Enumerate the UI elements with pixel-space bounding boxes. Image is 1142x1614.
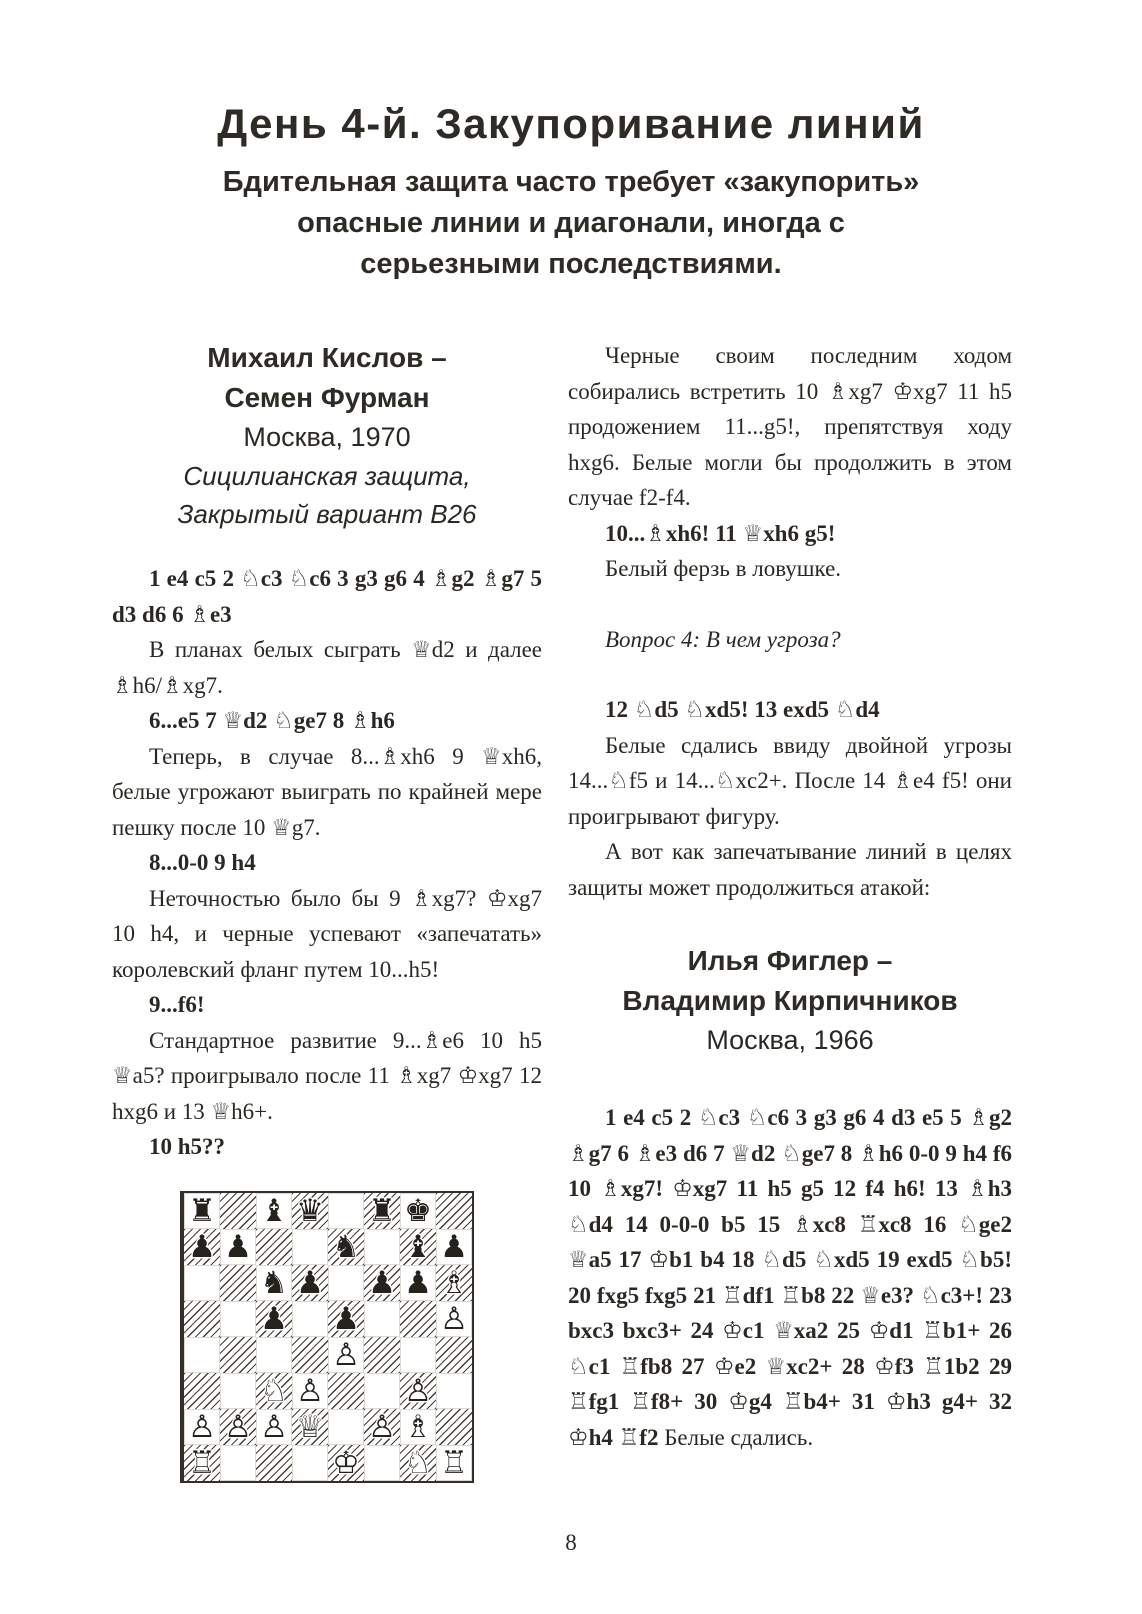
board-square xyxy=(220,1409,256,1445)
board-square xyxy=(256,1193,292,1229)
board-square xyxy=(184,1337,220,1373)
board-square xyxy=(256,1265,292,1301)
game1-moves-paragraph: 8...0-0 9 h4 xyxy=(149,850,256,875)
game2-result: Белые сдались. xyxy=(664,1424,814,1450)
game1-black-player: Семен Фурман xyxy=(224,382,430,413)
board-square xyxy=(328,1265,364,1301)
board-square xyxy=(184,1301,220,1337)
chess-piece: ♜ ♜ xyxy=(184,1193,220,1229)
chess-piece: ♚ ♔ xyxy=(328,1445,364,1481)
game1-opening: Сицилианская защита, xyxy=(183,461,471,491)
game1-note-paragraph: Белые сдались ввиду двойной угрозы 14...♘f5 и 14...♘xc2+. После 14 ♗e4 f5! они проигрывают фигуру. xyxy=(568,732,1012,829)
game1-venue: Москва, 1970 xyxy=(243,422,411,452)
chess-piece: ♟ ♟ xyxy=(364,1265,400,1301)
page-number: 8 xyxy=(565,1530,577,1555)
chess-piece: ♛ ♛ xyxy=(292,1193,328,1229)
game1-moves-paragraph: 12 ♘d5 ♘xd5! 13 exd5 ♘d4 xyxy=(605,697,880,722)
board-square xyxy=(328,1229,364,1265)
board-square xyxy=(184,1409,220,1445)
board-square xyxy=(436,1409,472,1445)
chess-piece: ♟ ♟ xyxy=(184,1229,220,1265)
board-square xyxy=(400,1301,436,1337)
chess-piece: ♝ ♝ xyxy=(256,1193,292,1229)
board-square xyxy=(436,1229,472,1265)
two-column-layout xyxy=(112,338,1012,1483)
board-square xyxy=(256,1301,292,1337)
chess-piece: ♝ ♗ xyxy=(436,1265,472,1301)
board-square xyxy=(328,1301,364,1337)
board-square xyxy=(328,1193,364,1229)
chess-piece: ♞ ♘ xyxy=(400,1445,436,1481)
game2-moves-paragraph xyxy=(568,1100,1012,1455)
chapter-title: День 4-й. Закупоривание линий xyxy=(217,100,925,147)
game1-moves-paragraph: 10 h5?? xyxy=(149,1134,226,1159)
game2-black-player: Владимир Кирпичников xyxy=(622,985,958,1016)
game1-opening-variation: Закрытый вариант B26 xyxy=(177,499,477,529)
board-square xyxy=(436,1337,472,1373)
board-square xyxy=(256,1409,292,1445)
right-column xyxy=(568,338,1012,1483)
game1-header xyxy=(112,338,542,533)
chess-piece: ♟ ♙ xyxy=(220,1409,256,1445)
board-square xyxy=(364,1229,400,1265)
board-square xyxy=(364,1265,400,1301)
board-square xyxy=(220,1445,256,1481)
game1-note-paragraph: Белый ферзь в ловушке. xyxy=(605,556,842,581)
board-square xyxy=(220,1193,256,1229)
board-square xyxy=(292,1265,328,1301)
chess-piece: ♟ ♙ xyxy=(436,1301,472,1337)
board-square xyxy=(364,1445,400,1481)
chess-piece: ♟ ♙ xyxy=(328,1337,364,1373)
board-square xyxy=(436,1373,472,1409)
game2-moves: 1 e4 c5 2 ♘c3 ♘c6 3 g3 g6 4 d3 e5 5 ♗g2 ♗g7 6 ♗e3 d6 7 ♕d2 ♘ge7 8 ♗h6 0-0 9 h4 f6 10 ♗xg7! ♔xg7 11 h5 g5 12 f4 h6! 13 ♗h3 ♘d4 14 0-0-0 b5 15 ♗xc8 ♖xc8 16 ♘ge2 ♕a5 17 ♔b1 b4 18 ♘d5 ♘xd5 19 exd5 ♘b5! 20 fxg5 fxg5 21 ♖df1 ♖b8 22 ♕e3? ♘c3+! 23 bxc3 bxc3+ 24 ♔c1 ♕xa2 25 ♔d1 ♖b1+ 26 ♘c1 ♖fb8 27 ♔e2 ♕xc2+ 28 ♔f3 ♖1b2 29 ♖fg1 ♖f8+ 30 ♔g4 ♖b4+ 31 ♔h3 g4+ 32 ♔h4 ♖f2 xyxy=(568,1105,1012,1450)
chess-piece: ♟ ♟ xyxy=(400,1265,436,1301)
chapter-subtitle-line: серьезными последствиями. xyxy=(360,248,782,280)
chess-piece: ♟ ♟ xyxy=(256,1301,292,1337)
board-square xyxy=(220,1229,256,1265)
chess-piece: ♟ ♙ xyxy=(292,1373,328,1409)
board-square xyxy=(400,1193,436,1229)
game1-note-paragraph: Теперь, в случае 8...♗xh6 9 ♕xh6, белые угрожают выиграть по крайней мере пешку после 10 ♕g7. xyxy=(112,743,542,840)
game2-venue: Москва, 1966 xyxy=(706,1025,874,1055)
board-square xyxy=(328,1409,364,1445)
board-square xyxy=(436,1301,472,1337)
game1-note-paragraph: Неточностью было бы 9 ♗xg7? ♔xg7 10 h4, и черные успевают «запечатать» королевский фланг путем 10...h5! xyxy=(112,885,542,982)
board-square xyxy=(364,1409,400,1445)
chess-piece: ♟ ♙ xyxy=(400,1373,436,1409)
board-square xyxy=(184,1229,220,1265)
board-square xyxy=(256,1373,292,1409)
game1-note-paragraph: Черные своим последним ходом собирались встретить 10 ♗xg7 ♔xg7 11 h5 продожением 11...g5!, препятствуя ходу hxg6. Белые могли бы продолжить в этом случае f2-f4. xyxy=(568,343,1012,510)
board-square xyxy=(184,1445,220,1481)
chess-piece: ♛ ♕ xyxy=(292,1409,328,1445)
chess-piece: ♟ ♙ xyxy=(256,1409,292,1445)
chapter-subtitle xyxy=(111,162,1031,285)
board-square xyxy=(328,1373,364,1409)
game1-note-paragraph: Стандартное развитие 9...♗e6 10 h5 ♕a5? проигрывало после 11 ♗xg7 ♔xg7 12 hxg6 и 13 ♕h6+. xyxy=(112,1027,542,1124)
board-square xyxy=(184,1193,220,1229)
board-square xyxy=(364,1373,400,1409)
chess-piece: ♞ ♘ xyxy=(256,1373,292,1409)
game1-note-paragraph: В планах белых сыграть ♕d2 и далее ♗h6/♗xg7. xyxy=(112,637,542,698)
board-square xyxy=(436,1265,472,1301)
game1-moves-paragraph: 10...♗xh6! 11 ♕xh6 g5! xyxy=(605,520,836,546)
game1-moves-paragraph: 1 e4 c5 2 ♘c3 ♘c6 3 g3 g6 4 ♗g2 ♗g7 5 d3 d6 6 ♗e3 xyxy=(112,566,542,627)
board-square xyxy=(400,1445,436,1481)
chess-piece: ♟ ♙ xyxy=(184,1409,220,1445)
board-square xyxy=(364,1301,400,1337)
board-square xyxy=(400,1229,436,1265)
chess-piece: ♞ ♞ xyxy=(256,1265,292,1301)
board-square xyxy=(292,1301,328,1337)
question-paragraph: Вопрос 4: В чем угроза? xyxy=(605,626,841,652)
board-square xyxy=(364,1193,400,1229)
chess-piece: ♜ ♖ xyxy=(436,1445,472,1481)
chess-piece: ♚ ♚ xyxy=(400,1193,436,1229)
board-square xyxy=(328,1445,364,1481)
board-square xyxy=(292,1445,328,1481)
board-square xyxy=(292,1373,328,1409)
board-square xyxy=(400,1373,436,1409)
chess-piece: ♝ ♝ xyxy=(400,1229,436,1265)
board-square xyxy=(256,1229,292,1265)
board-square xyxy=(436,1193,472,1229)
left-column xyxy=(112,338,542,1483)
chess-piece: ♟ ♟ xyxy=(220,1229,256,1265)
board-square xyxy=(400,1337,436,1373)
chess-piece: ♟ ♟ xyxy=(436,1229,472,1265)
board-square xyxy=(256,1445,292,1481)
board-square xyxy=(400,1409,436,1445)
chess-piece: ♞ ♞ xyxy=(328,1229,364,1265)
board-square xyxy=(220,1301,256,1337)
game2-header xyxy=(568,941,1012,1060)
board-square xyxy=(436,1445,472,1481)
game1-white-player: Михаил Кислов – xyxy=(207,342,447,373)
chapter-subtitle-line: опасные линии и диагонали, иногда с xyxy=(297,207,845,239)
chess-piece: ♟ ♟ xyxy=(328,1301,364,1337)
board-square xyxy=(184,1265,220,1301)
board-square xyxy=(292,1193,328,1229)
chess-piece: ♜ ♖ xyxy=(184,1445,220,1481)
board-square xyxy=(292,1229,328,1265)
chapter-subtitle-line: Бдительная защита часто требует «закупорить» xyxy=(222,166,920,198)
board-square xyxy=(256,1337,292,1373)
chess-diagram xyxy=(180,1191,474,1483)
board-square xyxy=(292,1337,328,1373)
chess-piece: ♝ ♗ xyxy=(400,1409,436,1445)
board-square xyxy=(400,1265,436,1301)
chess-piece: ♟ ♟ xyxy=(292,1265,328,1301)
board-square xyxy=(328,1337,364,1373)
chess-piece: ♟ ♙ xyxy=(364,1409,400,1445)
board-square xyxy=(220,1337,256,1373)
board-square xyxy=(184,1373,220,1409)
game2-white-player: Илья Фиглер – xyxy=(687,945,893,976)
board-square xyxy=(364,1337,400,1373)
chess-piece: ♜ ♜ xyxy=(364,1193,400,1229)
board-square xyxy=(292,1409,328,1445)
game1-moves-paragraph: 6...e5 7 ♕d2 ♘ge7 8 ♗h6 xyxy=(149,708,395,733)
game1-moves-paragraph: 9...f6! xyxy=(149,992,205,1017)
board-square xyxy=(220,1265,256,1301)
board-square xyxy=(220,1373,256,1409)
transition-paragraph: А вот как запечатывание линий в целях защиты может продолжиться атакой: xyxy=(568,839,1012,900)
